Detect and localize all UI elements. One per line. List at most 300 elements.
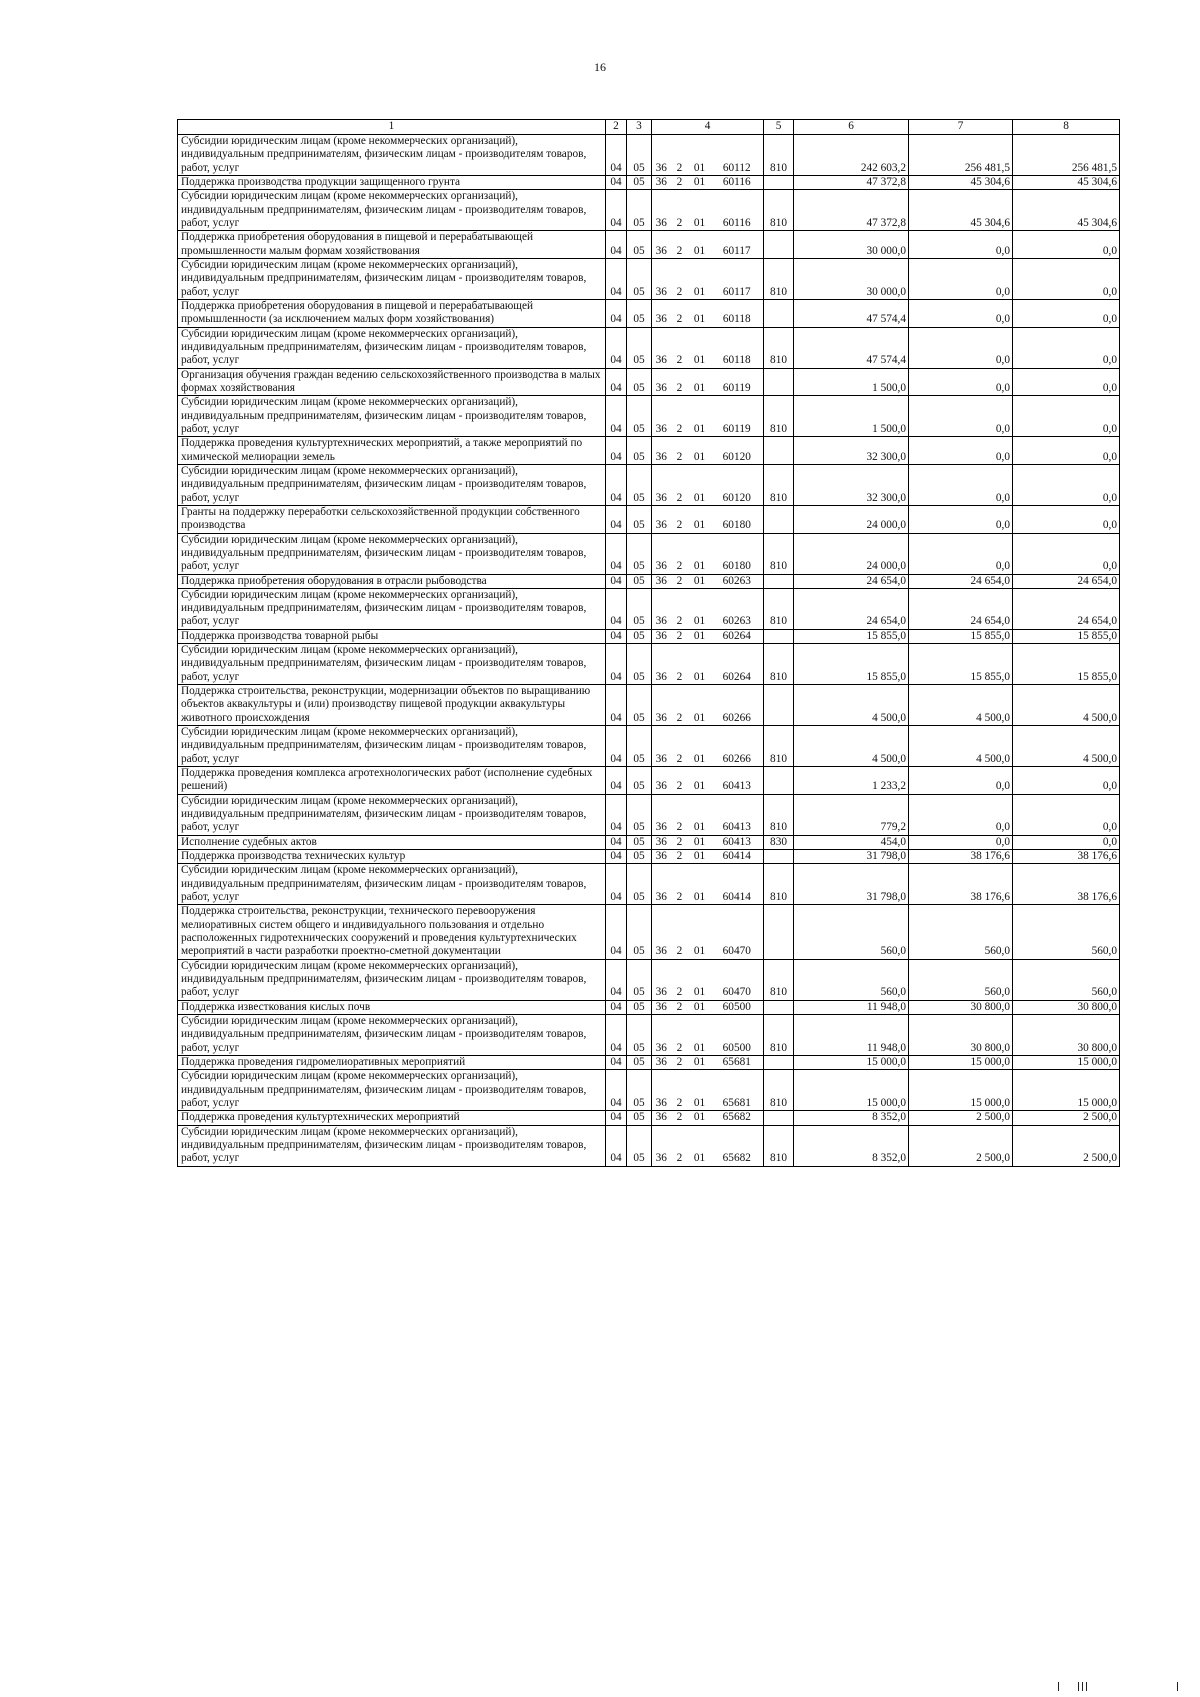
amount-col-6: 47 574,4: [794, 327, 909, 368]
amount-col-8: 15 855,0: [1013, 644, 1120, 685]
direction-code: 60117: [711, 231, 764, 259]
code-subsection: 05: [627, 794, 652, 835]
expense-type-code: 810: [764, 959, 794, 1000]
amount-col-6: 15 855,0: [794, 629, 909, 643]
amount-col-6: 32 300,0: [794, 437, 909, 465]
amount-col-8: 15 000,0: [1013, 1070, 1120, 1111]
code-section: 04: [606, 135, 627, 176]
table-row: [178, 1055, 1120, 1069]
amount-col-6: 24 000,0: [794, 533, 909, 574]
amount-col-8: 30 800,0: [1013, 1015, 1120, 1056]
activity-code: 01: [689, 258, 711, 299]
direction-code: 60112: [711, 135, 764, 176]
code-subsection: 05: [627, 726, 652, 767]
expense-type-code: [764, 299, 794, 327]
activity-code: 01: [689, 1125, 711, 1166]
subprogram-code: 2: [671, 533, 689, 574]
subprogram-code: 2: [671, 1125, 689, 1166]
code-subsection: 05: [627, 850, 652, 864]
table-row: [178, 175, 1120, 189]
program-code: 36: [652, 368, 671, 396]
table-row: [178, 1000, 1120, 1014]
amount-col-8: 560,0: [1013, 959, 1120, 1000]
direction-code: 65681: [711, 1055, 764, 1069]
direction-code: 60414: [711, 864, 764, 905]
subprogram-code: 2: [671, 135, 689, 176]
subprogram-code: 2: [671, 864, 689, 905]
code-section: 04: [606, 258, 627, 299]
amount-col-8: 0,0: [1013, 533, 1120, 574]
amount-col-8: 0,0: [1013, 368, 1120, 396]
program-code: 36: [652, 1015, 671, 1056]
amount-col-8: 256 481,5: [1013, 135, 1120, 176]
amount-col-8: 4 500,0: [1013, 685, 1120, 726]
amount-col-7: 0,0: [909, 327, 1013, 368]
amount-col-8: 45 304,6: [1013, 190, 1120, 231]
code-subsection: 05: [627, 644, 652, 685]
amount-col-7: 560,0: [909, 959, 1013, 1000]
expense-type-code: [764, 368, 794, 396]
expense-type-code: [764, 905, 794, 959]
amount-col-7: 0,0: [909, 231, 1013, 259]
table-row: [178, 437, 1120, 465]
amount-col-7: 2 500,0: [909, 1111, 1013, 1125]
activity-code: 01: [689, 726, 711, 767]
amount-col-6: 779,2: [794, 794, 909, 835]
subprogram-code: 2: [671, 588, 689, 629]
table-row: [178, 905, 1120, 959]
subprogram-code: 2: [671, 437, 689, 465]
amount-col-6: 24 000,0: [794, 505, 909, 533]
amount-col-6: 242 603,2: [794, 135, 909, 176]
expense-type-code: [764, 437, 794, 465]
amount-col-8: 4 500,0: [1013, 726, 1120, 767]
code-subsection: 05: [627, 190, 652, 231]
amount-col-7: 2 500,0: [909, 1125, 1013, 1166]
program-code: 36: [652, 299, 671, 327]
activity-code: 01: [689, 190, 711, 231]
amount-col-7: 45 304,6: [909, 190, 1013, 231]
program-code: 36: [652, 905, 671, 959]
expense-type-code: [764, 175, 794, 189]
activity-code: 01: [689, 644, 711, 685]
code-section: 04: [606, 588, 627, 629]
program-code: 36: [652, 726, 671, 767]
code-section: 04: [606, 644, 627, 685]
amount-col-8: 0,0: [1013, 505, 1120, 533]
code-section: 04: [606, 726, 627, 767]
program-code: 36: [652, 533, 671, 574]
row-name: Поддержка проведения культуртехнических мероприятий: [178, 1111, 606, 1125]
direction-code: 60180: [711, 505, 764, 533]
activity-code: 01: [689, 850, 711, 864]
table-row: [178, 864, 1120, 905]
direction-code: 60263: [711, 574, 764, 588]
code-subsection: 05: [627, 1055, 652, 1069]
amount-col-7: 0,0: [909, 505, 1013, 533]
code-subsection: 05: [627, 135, 652, 176]
code-subsection: 05: [627, 835, 652, 849]
scan-edge-marks: [1050, 1681, 1190, 1691]
header-col-4: 4: [652, 120, 764, 135]
code-section: 04: [606, 864, 627, 905]
subprogram-code: 2: [671, 1000, 689, 1014]
amount-col-7: 0,0: [909, 835, 1013, 849]
subprogram-code: 2: [671, 175, 689, 189]
amount-col-7: 0,0: [909, 794, 1013, 835]
code-section: 04: [606, 231, 627, 259]
code-section: 04: [606, 959, 627, 1000]
amount-col-6: 4 500,0: [794, 726, 909, 767]
table-row: [178, 299, 1120, 327]
activity-code: 01: [689, 175, 711, 189]
row-name: Субсидии юридическим лицам (кроме некоммерческих организаций), индивидуальным предпринимателям, физическим лицам - производителям товаров, работ, услуг: [178, 794, 606, 835]
amount-col-6: 4 500,0: [794, 685, 909, 726]
code-subsection: 05: [627, 464, 652, 505]
row-name: Субсидии юридическим лицам (кроме некоммерческих организаций), индивидуальным предпринимателям, физическим лицам - производителям товаров, работ, услуг: [178, 726, 606, 767]
program-code: 36: [652, 258, 671, 299]
row-name: Поддержка приобретения оборудования в отрасли рыбоводства: [178, 574, 606, 588]
code-section: 04: [606, 464, 627, 505]
code-section: 04: [606, 1111, 627, 1125]
amount-col-6: 31 798,0: [794, 850, 909, 864]
amount-col-7: 0,0: [909, 368, 1013, 396]
expense-type-code: [764, 850, 794, 864]
activity-code: 01: [689, 533, 711, 574]
row-name: Исполнение судебных актов: [178, 835, 606, 849]
code-subsection: 05: [627, 368, 652, 396]
code-section: 04: [606, 190, 627, 231]
program-code: 36: [652, 231, 671, 259]
amount-col-8: 0,0: [1013, 835, 1120, 849]
row-name: Поддержка строительства, реконструкции, модернизации объектов по выращиванию объектов аквакультуры и (или) производству пищевой продукции аквакультуры животного происхождения: [178, 685, 606, 726]
activity-code: 01: [689, 231, 711, 259]
subprogram-code: 2: [671, 258, 689, 299]
table-body: [178, 135, 1120, 1167]
subprogram-code: 2: [671, 1070, 689, 1111]
table-row: [178, 368, 1120, 396]
table-row: [178, 231, 1120, 259]
table-row: [178, 629, 1120, 643]
subprogram-code: 2: [671, 767, 689, 795]
code-section: 04: [606, 1015, 627, 1056]
table-row: [178, 850, 1120, 864]
header-col-6: 6: [794, 120, 909, 135]
expense-type-code: [764, 1111, 794, 1125]
activity-code: 01: [689, 505, 711, 533]
activity-code: 01: [689, 135, 711, 176]
row-name: Субсидии юридическим лицам (кроме некоммерческих организаций), индивидуальным предпринимателям, физическим лицам - производителям товаров, работ, услуг: [178, 1070, 606, 1111]
header-row: [178, 120, 1120, 135]
subprogram-code: 2: [671, 327, 689, 368]
program-code: 36: [652, 1070, 671, 1111]
program-code: 36: [652, 464, 671, 505]
row-name: Гранты на поддержку переработки сельскохозяйственной продукции собственного производства: [178, 505, 606, 533]
subprogram-code: 2: [671, 905, 689, 959]
direction-code: 60116: [711, 175, 764, 189]
direction-code: 60264: [711, 644, 764, 685]
code-subsection: 05: [627, 767, 652, 795]
subprogram-code: 2: [671, 299, 689, 327]
code-subsection: 05: [627, 231, 652, 259]
expense-type-code: [764, 685, 794, 726]
direction-code: 60263: [711, 588, 764, 629]
amount-col-8: 2 500,0: [1013, 1125, 1120, 1166]
code-subsection: 05: [627, 396, 652, 437]
table-row: [178, 685, 1120, 726]
row-name: Субсидии юридическим лицам (кроме некоммерческих организаций), индивидуальным предпринимателям, физическим лицам - производителям товаров, работ, услуг: [178, 533, 606, 574]
table-row: [178, 1070, 1120, 1111]
code-section: 04: [606, 1055, 627, 1069]
subprogram-code: 2: [671, 464, 689, 505]
amount-col-8: 24 654,0: [1013, 574, 1120, 588]
row-name: Субсидии юридическим лицам (кроме некоммерческих организаций), индивидуальным предпринимателям, физическим лицам - производителям товаров, работ, услуг: [178, 644, 606, 685]
amount-col-6: 47 574,4: [794, 299, 909, 327]
amount-col-7: 0,0: [909, 464, 1013, 505]
expense-type-code: 810: [764, 135, 794, 176]
direction-code: 60120: [711, 464, 764, 505]
direction-code: 65681: [711, 1070, 764, 1111]
expense-type-code: 810: [764, 1070, 794, 1111]
table-row: [178, 767, 1120, 795]
direction-code: 60414: [711, 850, 764, 864]
row-name: Субсидии юридическим лицам (кроме некоммерческих организаций), индивидуальным предпринимателям, физическим лицам - производителям товаров, работ, услуг: [178, 190, 606, 231]
subprogram-code: 2: [671, 368, 689, 396]
program-code: 36: [652, 396, 671, 437]
expense-type-code: [764, 231, 794, 259]
code-section: 04: [606, 175, 627, 189]
program-code: 36: [652, 190, 671, 231]
activity-code: 01: [689, 588, 711, 629]
direction-code: 60500: [711, 1000, 764, 1014]
expense-type-code: 810: [764, 464, 794, 505]
direction-code: 60500: [711, 1015, 764, 1056]
activity-code: 01: [689, 905, 711, 959]
direction-code: 60264: [711, 629, 764, 643]
table-row: [178, 190, 1120, 231]
row-name: Поддержка производства технических культур: [178, 850, 606, 864]
program-code: 36: [652, 629, 671, 643]
code-section: 04: [606, 327, 627, 368]
direction-code: 60119: [711, 368, 764, 396]
amount-col-6: 47 372,8: [794, 175, 909, 189]
table-row: [178, 135, 1120, 176]
amount-col-8: 0,0: [1013, 396, 1120, 437]
row-name: Организация обучения граждан ведению сельскохозяйственного производства в малых формах хозяйствования: [178, 368, 606, 396]
table-row: [178, 726, 1120, 767]
amount-col-8: 560,0: [1013, 905, 1120, 959]
table-row: [178, 588, 1120, 629]
program-code: 36: [652, 505, 671, 533]
expense-type-code: 830: [764, 835, 794, 849]
row-name: Субсидии юридическим лицам (кроме некоммерческих организаций), индивидуальным предпринимателям, физическим лицам - производителям товаров, работ, услуг: [178, 464, 606, 505]
program-code: 36: [652, 574, 671, 588]
activity-code: 01: [689, 767, 711, 795]
activity-code: 01: [689, 1111, 711, 1125]
amount-col-8: 0,0: [1013, 794, 1120, 835]
row-name: Поддержка производства продукции защищенного грунта: [178, 175, 606, 189]
program-code: 36: [652, 767, 671, 795]
activity-code: 01: [689, 437, 711, 465]
amount-col-6: 1 500,0: [794, 396, 909, 437]
row-name: Субсидии юридическим лицам (кроме некоммерческих организаций), индивидуальным предпринимателям, физическим лицам - производителям товаров, работ, услуг: [178, 959, 606, 1000]
amount-col-7: 0,0: [909, 437, 1013, 465]
header-col-7: 7: [909, 120, 1013, 135]
subprogram-code: 2: [671, 396, 689, 437]
row-name: Поддержка известкования кислых почв: [178, 1000, 606, 1014]
direction-code: 65682: [711, 1125, 764, 1166]
subprogram-code: 2: [671, 629, 689, 643]
direction-code: 60266: [711, 685, 764, 726]
program-code: 36: [652, 1055, 671, 1069]
amount-col-6: 24 654,0: [794, 588, 909, 629]
table-row: [178, 327, 1120, 368]
amount-col-7: 4 500,0: [909, 726, 1013, 767]
direction-code: 60116: [711, 190, 764, 231]
amount-col-8: 0,0: [1013, 327, 1120, 368]
table-row: [178, 258, 1120, 299]
amount-col-6: 30 000,0: [794, 231, 909, 259]
amount-col-8: 0,0: [1013, 464, 1120, 505]
program-code: 36: [652, 1000, 671, 1014]
code-section: 04: [606, 794, 627, 835]
table-row: [178, 396, 1120, 437]
amount-col-6: 1 500,0: [794, 368, 909, 396]
program-code: 36: [652, 835, 671, 849]
amount-col-8: 45 304,6: [1013, 175, 1120, 189]
table-row: [178, 959, 1120, 1000]
program-code: 36: [652, 850, 671, 864]
direction-code: 60118: [711, 299, 764, 327]
row-name: Субсидии юридическим лицам (кроме некоммерческих организаций), индивидуальным предпринимателям, физическим лицам - производителям товаров, работ, услуг: [178, 1015, 606, 1056]
program-code: 36: [652, 959, 671, 1000]
subprogram-code: 2: [671, 1055, 689, 1069]
direction-code: 60119: [711, 396, 764, 437]
direction-code: 60118: [711, 327, 764, 368]
table-row: [178, 505, 1120, 533]
program-code: 36: [652, 864, 671, 905]
amount-col-7: 45 304,6: [909, 175, 1013, 189]
table-row: [178, 533, 1120, 574]
table-row: [178, 794, 1120, 835]
activity-code: 01: [689, 327, 711, 368]
activity-code: 01: [689, 629, 711, 643]
code-section: 04: [606, 533, 627, 574]
expense-type-code: [764, 574, 794, 588]
program-code: 36: [652, 685, 671, 726]
activity-code: 01: [689, 1070, 711, 1111]
activity-code: 01: [689, 464, 711, 505]
direction-code: 60120: [711, 437, 764, 465]
header-col-1: 1: [178, 120, 606, 135]
activity-code: 01: [689, 574, 711, 588]
row-name: Субсидии юридическим лицам (кроме некоммерческих организаций), индивидуальным предпринимателям, физическим лицам - производителям товаров, работ, услуг: [178, 396, 606, 437]
direction-code: 60266: [711, 726, 764, 767]
amount-col-7: 0,0: [909, 396, 1013, 437]
row-name: Субсидии юридическим лицам (кроме некоммерческих организаций), индивидуальным предпринимателям, физическим лицам - производителям товаров, работ, услуг: [178, 588, 606, 629]
expense-type-code: 810: [764, 1015, 794, 1056]
code-subsection: 05: [627, 1015, 652, 1056]
header-col-2: 2: [606, 120, 627, 135]
subprogram-code: 2: [671, 794, 689, 835]
activity-code: 01: [689, 1015, 711, 1056]
code-subsection: 05: [627, 175, 652, 189]
activity-code: 01: [689, 368, 711, 396]
row-name: Поддержка проведения комплекса агротехнологических работ (исполнение судебных решений): [178, 767, 606, 795]
program-code: 36: [652, 437, 671, 465]
activity-code: 01: [689, 864, 711, 905]
amount-col-6: 8 352,0: [794, 1125, 909, 1166]
program-code: 36: [652, 135, 671, 176]
amount-col-7: 15 000,0: [909, 1055, 1013, 1069]
direction-code: 60180: [711, 533, 764, 574]
page-number: 16: [594, 60, 606, 74]
amount-col-8: 2 500,0: [1013, 1111, 1120, 1125]
row-name: Поддержка проведения гидромелиоративных мероприятий: [178, 1055, 606, 1069]
code-section: 04: [606, 835, 627, 849]
amount-col-8: 0,0: [1013, 437, 1120, 465]
amount-col-7: 4 500,0: [909, 685, 1013, 726]
amount-col-8: 30 800,0: [1013, 1000, 1120, 1014]
table-row: [178, 1125, 1120, 1166]
row-name: Субсидии юридическим лицам (кроме некоммерческих организаций), индивидуальным предпринимателям, физическим лицам - производителям товаров, работ, услуг: [178, 864, 606, 905]
amount-col-6: 454,0: [794, 835, 909, 849]
code-section: 04: [606, 905, 627, 959]
code-subsection: 05: [627, 1125, 652, 1166]
expense-type-code: 810: [764, 588, 794, 629]
table-row: [178, 644, 1120, 685]
activity-code: 01: [689, 299, 711, 327]
direction-code: 65682: [711, 1111, 764, 1125]
code-subsection: 05: [627, 327, 652, 368]
amount-col-7: 15 000,0: [909, 1070, 1013, 1111]
subprogram-code: 2: [671, 835, 689, 849]
expense-type-code: 810: [764, 258, 794, 299]
program-code: 36: [652, 588, 671, 629]
table-row: [178, 835, 1120, 849]
code-section: 04: [606, 629, 627, 643]
budget-table: [177, 119, 1120, 1167]
subprogram-code: 2: [671, 959, 689, 1000]
table-row: [178, 1015, 1120, 1056]
amount-col-7: 38 176,6: [909, 850, 1013, 864]
amount-col-7: 0,0: [909, 299, 1013, 327]
amount-col-7: 0,0: [909, 533, 1013, 574]
amount-col-6: 32 300,0: [794, 464, 909, 505]
amount-col-7: 15 855,0: [909, 629, 1013, 643]
subprogram-code: 2: [671, 1111, 689, 1125]
amount-col-8: 0,0: [1013, 767, 1120, 795]
subprogram-code: 2: [671, 505, 689, 533]
amount-col-6: 11 948,0: [794, 1000, 909, 1014]
expense-type-code: [764, 767, 794, 795]
subprogram-code: 2: [671, 644, 689, 685]
code-subsection: 05: [627, 533, 652, 574]
activity-code: 01: [689, 835, 711, 849]
expense-type-code: 810: [764, 327, 794, 368]
amount-col-8: 0,0: [1013, 231, 1120, 259]
code-section: 04: [606, 1125, 627, 1166]
row-name: Поддержка производства товарной рыбы: [178, 629, 606, 643]
amount-col-6: 31 798,0: [794, 864, 909, 905]
expense-type-code: 810: [764, 726, 794, 767]
row-name: Субсидии юридическим лицам (кроме некоммерческих организаций), индивидуальным предпринимателям, физическим лицам - производителям товаров, работ, услуг: [178, 258, 606, 299]
program-code: 36: [652, 175, 671, 189]
row-name: Поддержка проведения культуртехнических мероприятий, а также мероприятий по химической мелиорации земель: [178, 437, 606, 465]
amount-col-6: 15 855,0: [794, 644, 909, 685]
code-section: 04: [606, 850, 627, 864]
amount-col-6: 560,0: [794, 959, 909, 1000]
